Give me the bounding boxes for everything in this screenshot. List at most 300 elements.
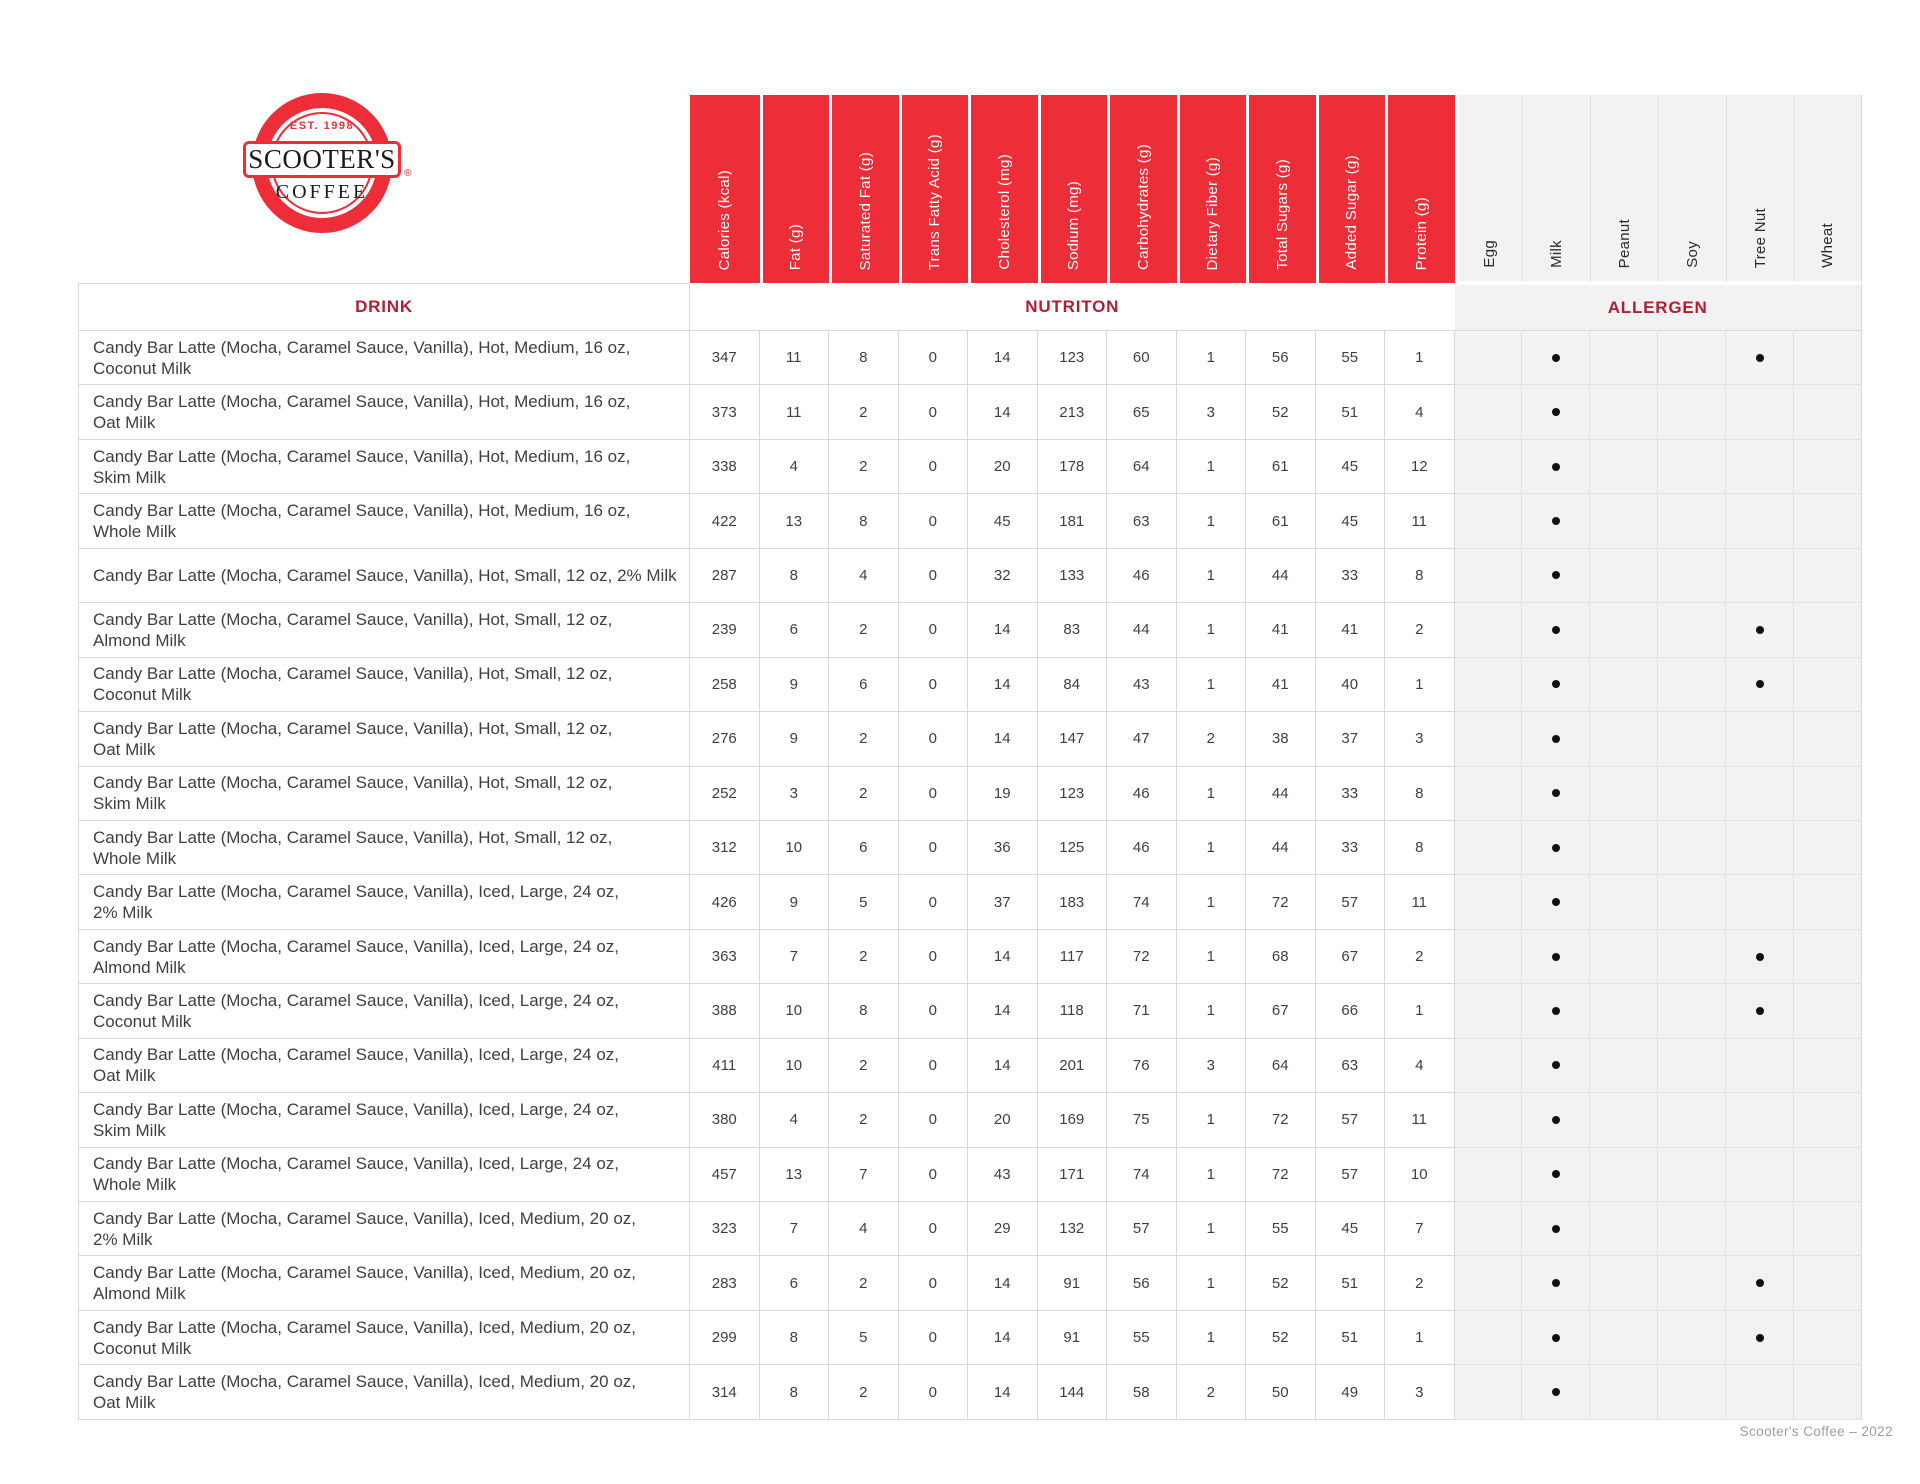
allergen-cell (1658, 1256, 1726, 1310)
drink-name-line: Almond Milk (93, 630, 186, 650)
nutrition-value-cell: 41 (1316, 603, 1386, 657)
nutrition-column-header (760, 95, 830, 283)
nutrition-value-cell: 0 (899, 494, 969, 548)
nutrition-value-cell: 181 (1038, 494, 1108, 548)
nutrition-value-cell: 52 (1246, 1256, 1316, 1310)
nutrition-value-cell: 178 (1038, 440, 1108, 494)
nutrition-value-cell: 0 (899, 1093, 969, 1147)
nutrition-value-cell: 7 (760, 930, 830, 984)
allergen-column-header (1658, 95, 1726, 283)
nutrition-value-cell: 41 (1246, 658, 1316, 712)
nutrition-value-cell: 201 (1038, 1039, 1108, 1093)
drink-name-line: Candy Bar Latte (Mocha, Caramel Sauce, Vanilla), Hot, Medium, 16 oz, (93, 446, 631, 466)
nutrition-value-cell: 323 (690, 1202, 760, 1256)
nutrition-header-label: NUTRITON (1025, 296, 1120, 316)
nutrition-value-cell: 45 (1316, 440, 1386, 494)
nutrition-value-cell: 6 (760, 1256, 830, 1310)
nutrition-value-cell: 132 (1038, 1202, 1108, 1256)
drink-name-line: Candy Bar Latte (Mocha, Caramel Sauce, Vanilla), Iced, Medium, 20 oz, (93, 1263, 636, 1283)
nutrition-value-cell: 83 (1038, 603, 1108, 657)
drink-header-label: DRINK (355, 297, 413, 316)
nutrition-value-cell: 65 (1107, 385, 1177, 439)
nutrition-value-cell: 4 (760, 440, 830, 494)
drink-name-cell (78, 821, 690, 875)
nutrition-section-header (690, 283, 1455, 331)
allergen-column-header (1522, 95, 1590, 283)
nutrition-value-cell: 8 (1385, 821, 1455, 875)
nutrition-value-cell: 4 (829, 1202, 899, 1256)
nutrition-value-cell: 144 (1038, 1365, 1108, 1419)
allergen-cell (1522, 1311, 1590, 1365)
nutrition-value-cell: 14 (968, 1311, 1038, 1365)
allergen-cell (1455, 1093, 1523, 1147)
drink-name-cell (78, 494, 690, 548)
drink-name-line: Candy Bar Latte (Mocha, Caramel Sauce, Vanilla), Hot, Medium, 16 oz, (93, 501, 631, 521)
nutrition-value-cell: 44 (1246, 549, 1316, 603)
nutrition-column-header (690, 95, 760, 283)
nutrition-value-cell: 10 (760, 821, 830, 875)
allergen-cell (1726, 494, 1794, 548)
nutrition-value-cell: 1 (1177, 549, 1247, 603)
allergen-column-header (1455, 95, 1523, 283)
footer-credit: Scooter's Coffee – 2022 (1739, 1424, 1893, 1439)
allergen-dot (1756, 1007, 1764, 1015)
allergen-cell (1726, 712, 1794, 766)
allergen-cell (1726, 440, 1794, 494)
nutrition-value-cell: 3 (1177, 385, 1247, 439)
allergen-cell (1522, 875, 1590, 929)
allergen-cell (1794, 440, 1862, 494)
nutrition-value-cell: 72 (1246, 1093, 1316, 1147)
nutrition-value-cell: 68 (1246, 930, 1316, 984)
nutrition-value-cell: 14 (968, 1256, 1038, 1310)
nutrition-value-cell: 44 (1246, 821, 1316, 875)
drink-name-line: Coconut Milk (93, 1011, 192, 1031)
nutrition-value-cell: 43 (968, 1148, 1038, 1202)
allergen-cell (1522, 930, 1590, 984)
nutrition-value-cell: 2 (1385, 930, 1455, 984)
nutrition-column-header (899, 95, 969, 283)
allergen-cell (1522, 1093, 1590, 1147)
allergen-cell (1794, 712, 1862, 766)
allergen-cell (1455, 1039, 1523, 1093)
nutrition-value-cell: 6 (829, 821, 899, 875)
nutrition-value-cell: 123 (1038, 331, 1108, 385)
nutrition-value-cell: 71 (1107, 984, 1177, 1038)
logo-coffee-text: COFFEE (275, 181, 369, 203)
nutrition-value-cell: 36 (968, 821, 1038, 875)
allergen-cell (1794, 549, 1862, 603)
allergen-cell (1658, 385, 1726, 439)
nutrition-value-cell: 118 (1038, 984, 1108, 1038)
allergen-cell (1658, 821, 1726, 875)
nutrition-value-cell: 8 (829, 984, 899, 1038)
nutrition-value-cell: 2 (1177, 1365, 1247, 1419)
nutrition-value-cell: 0 (899, 658, 969, 712)
nutrition-value-cell: 33 (1316, 767, 1386, 821)
drink-name-line: 2% Milk (93, 903, 153, 923)
allergen-cell (1658, 1202, 1726, 1256)
drink-name-line: Candy Bar Latte (Mocha, Caramel Sauce, Vanilla), Iced, Large, 24 oz, (93, 1154, 620, 1174)
nutrition-value-cell: 0 (899, 385, 969, 439)
nutrition-column-label: Trans Fatty Acid (g) (926, 133, 944, 270)
allergen-dot (1552, 1007, 1560, 1015)
drink-name-line: Candy Bar Latte (Mocha, Caramel Sauce, Vanilla), Iced, Large, 24 oz, (93, 990, 620, 1010)
allergen-dot (1552, 1170, 1560, 1178)
allergen-cell (1726, 821, 1794, 875)
nutrition-value-cell: 2 (829, 930, 899, 984)
nutrition-column-label: Protein (g) (1412, 196, 1430, 270)
nutrition-value-cell: 7 (1385, 1202, 1455, 1256)
nutrition-value-cell: 133 (1038, 549, 1108, 603)
allergen-dot (1552, 735, 1560, 743)
allergen-dot (1756, 626, 1764, 634)
allergen-cell (1590, 331, 1658, 385)
nutrition-value-cell: 14 (968, 1039, 1038, 1093)
nutrition-value-cell: 14 (968, 712, 1038, 766)
nutrition-value-cell: 74 (1107, 1148, 1177, 1202)
nutrition-value-cell: 1 (1385, 331, 1455, 385)
nutrition-value-cell: 8 (1385, 549, 1455, 603)
logo-wordmark: SCOOTER'S (248, 144, 396, 174)
nutrition-value-cell: 4 (1385, 1039, 1455, 1093)
allergen-cell (1590, 603, 1658, 657)
allergen-cell (1455, 549, 1523, 603)
nutrition-value-cell: 312 (690, 821, 760, 875)
allergen-cell (1794, 1039, 1862, 1093)
nutrition-table (78, 95, 1862, 1420)
allergen-cell (1794, 1311, 1862, 1365)
drink-name-cell (78, 1148, 690, 1202)
nutrition-column-label: Dietary Fiber (g) (1204, 156, 1222, 270)
drink-name-line: Oat Milk (93, 739, 156, 759)
nutrition-value-cell: 67 (1246, 984, 1316, 1038)
nutrition-value-cell: 11 (1385, 1093, 1455, 1147)
nutrition-value-cell: 55 (1316, 331, 1386, 385)
nutrition-value-cell: 1 (1177, 821, 1247, 875)
allergen-cell (1658, 331, 1726, 385)
allergen-cell (1455, 1256, 1523, 1310)
nutrition-value-cell: 12 (1385, 440, 1455, 494)
drink-name-cell (78, 1202, 690, 1256)
nutrition-value-cell: 51 (1316, 1311, 1386, 1365)
nutrition-value-cell: 56 (1246, 331, 1316, 385)
nutrition-value-cell: 3 (1177, 1039, 1247, 1093)
nutrition-value-cell: 388 (690, 984, 760, 1038)
drink-name-cell (78, 385, 690, 439)
nutrition-value-cell: 171 (1038, 1148, 1108, 1202)
nutrition-value-cell: 67 (1316, 930, 1386, 984)
drink-name-line: Candy Bar Latte (Mocha, Caramel Sauce, Vanilla), Hot, Small, 12 oz, (93, 827, 613, 847)
nutrition-value-cell: 61 (1246, 494, 1316, 548)
allergen-header-label: ALLERGEN (1607, 297, 1708, 317)
allergen-cell (1455, 712, 1523, 766)
drink-column-header (78, 283, 690, 331)
allergen-cell (1726, 549, 1794, 603)
nutrition-value-cell: 14 (968, 984, 1038, 1038)
nutrition-value-cell: 287 (690, 549, 760, 603)
nutrition-value-cell: 8 (760, 1311, 830, 1365)
nutrition-value-cell: 45 (968, 494, 1038, 548)
allergen-cell (1794, 1256, 1862, 1310)
allergen-dot (1552, 1334, 1560, 1342)
nutrition-value-cell: 51 (1316, 1256, 1386, 1310)
nutrition-value-cell: 20 (968, 1093, 1038, 1147)
allergen-cell (1590, 1256, 1658, 1310)
nutrition-value-cell: 8 (760, 1365, 830, 1419)
drink-name-cell (78, 1039, 690, 1093)
allergen-cell (1590, 1202, 1658, 1256)
nutrition-value-cell: 33 (1316, 821, 1386, 875)
drink-name-line: Candy Bar Latte (Mocha, Caramel Sauce, Vanilla), Iced, Large, 24 oz, (93, 1099, 620, 1119)
drink-name-line: Oat Milk (93, 413, 156, 433)
allergen-section-header (1455, 283, 1862, 331)
nutrition-value-cell: 91 (1038, 1311, 1108, 1365)
allergen-cell (1658, 1093, 1726, 1147)
drink-name-line: Skim Milk (93, 794, 166, 814)
nutrition-value-cell: 2 (1385, 1256, 1455, 1310)
nutrition-value-cell: 37 (1316, 712, 1386, 766)
nutrition-value-cell: 3 (760, 767, 830, 821)
drink-name-line: Coconut Milk (93, 685, 192, 705)
nutrition-column-label: Saturated Fat (g) (856, 151, 874, 270)
nutrition-value-cell: 147 (1038, 712, 1108, 766)
nutrition-value-cell: 29 (968, 1202, 1038, 1256)
nutrition-column-label: Carbohydrates (g) (1134, 144, 1152, 270)
nutrition-value-cell: 4 (1385, 385, 1455, 439)
drink-name-line: Candy Bar Latte (Mocha, Caramel Sauce, Vanilla), Iced, Medium, 20 oz, (93, 1372, 636, 1392)
nutrition-value-cell: 64 (1107, 440, 1177, 494)
nutrition-value-cell: 0 (899, 549, 969, 603)
allergen-cell (1658, 930, 1726, 984)
nutrition-value-cell: 0 (899, 984, 969, 1038)
allergen-dot (1756, 1334, 1764, 1342)
drink-name-line: Oat Milk (93, 1066, 156, 1086)
nutrition-value-cell: 6 (829, 658, 899, 712)
nutrition-value-cell: 8 (829, 331, 899, 385)
nutrition-value-cell: 373 (690, 385, 760, 439)
nutrition-value-cell: 44 (1246, 767, 1316, 821)
allergen-cell (1590, 1039, 1658, 1093)
nutrition-value-cell: 57 (1107, 1202, 1177, 1256)
drink-name-line: Coconut Milk (93, 1338, 192, 1358)
allergen-dot (1552, 953, 1560, 961)
nutrition-value-cell: 457 (690, 1148, 760, 1202)
allergen-column-header (1726, 95, 1794, 283)
nutrition-value-cell: 4 (829, 549, 899, 603)
nutrition-value-cell: 299 (690, 1311, 760, 1365)
allergen-cell (1522, 549, 1590, 603)
drink-name-cell (78, 331, 690, 385)
allergen-cell (1522, 1039, 1590, 1093)
allergen-cell (1726, 767, 1794, 821)
drink-name-cell (78, 984, 690, 1038)
allergen-cell (1455, 494, 1523, 548)
drink-name-line: Whole Milk (93, 522, 177, 542)
nutrition-value-cell: 66 (1316, 984, 1386, 1038)
allergen-cell (1455, 603, 1523, 657)
allergen-cell (1590, 494, 1658, 548)
nutrition-value-cell: 72 (1246, 1148, 1316, 1202)
nutrition-value-cell: 37 (968, 875, 1038, 929)
nutrition-value-cell: 276 (690, 712, 760, 766)
allergen-cell (1455, 440, 1523, 494)
drink-name-line: Candy Bar Latte (Mocha, Caramel Sauce, Vanilla), Iced, Medium, 20 oz, (93, 1317, 636, 1337)
drink-name-line: Candy Bar Latte (Mocha, Caramel Sauce, Vanilla), Iced, Medium, 20 oz, (93, 1208, 636, 1228)
allergen-dot (1552, 1116, 1560, 1124)
drink-name-line: Candy Bar Latte (Mocha, Caramel Sauce, Vanilla), Iced, Large, 24 oz, (93, 936, 620, 956)
allergen-cell (1794, 385, 1862, 439)
allergen-cell (1522, 712, 1590, 766)
nutrition-value-cell: 363 (690, 930, 760, 984)
nutrition-value-cell: 74 (1107, 875, 1177, 929)
nutrition-value-cell: 11 (1385, 494, 1455, 548)
nutrition-value-cell: 8 (760, 549, 830, 603)
nutrition-value-cell: 33 (1316, 549, 1386, 603)
drink-name-line: Whole Milk (93, 848, 177, 868)
nutrition-value-cell: 2 (829, 1256, 899, 1310)
nutrition-value-cell: 9 (760, 875, 830, 929)
nutrition-value-cell: 1 (1177, 1148, 1247, 1202)
allergen-cell (1794, 331, 1862, 385)
nutrition-value-cell: 58 (1107, 1365, 1177, 1419)
nutrition-value-cell: 0 (899, 1039, 969, 1093)
nutrition-value-cell: 117 (1038, 930, 1108, 984)
allergen-cell (1522, 1256, 1590, 1310)
nutrition-value-cell: 72 (1107, 930, 1177, 984)
drink-name-cell (78, 1093, 690, 1147)
nutrition-column-label: Sodium (mg) (1065, 180, 1083, 270)
allergen-cell (1455, 1148, 1523, 1202)
nutrition-value-cell: 72 (1246, 875, 1316, 929)
nutrition-value-cell: 338 (690, 440, 760, 494)
allergen-cell (1522, 984, 1590, 1038)
allergen-cell (1522, 767, 1590, 821)
allergen-column-label: Tree Nut (1752, 207, 1769, 268)
drink-name-line: 2% Milk (93, 1229, 153, 1249)
nutrition-column-header (1038, 95, 1108, 283)
nutrition-value-cell: 0 (899, 712, 969, 766)
nutrition-column-header (1385, 95, 1455, 283)
nutrition-value-cell: 2 (829, 603, 899, 657)
allergen-cell (1794, 603, 1862, 657)
nutrition-value-cell: 11 (1385, 875, 1455, 929)
allergen-cell (1726, 1039, 1794, 1093)
nutrition-value-cell: 63 (1316, 1039, 1386, 1093)
drink-name-line: Almond Milk (93, 1284, 186, 1304)
nutrition-value-cell: 258 (690, 658, 760, 712)
allergen-dot (1552, 1279, 1560, 1287)
nutrition-value-cell: 1 (1385, 1311, 1455, 1365)
allergen-dot (1552, 571, 1560, 579)
nutrition-value-cell: 10 (1385, 1148, 1455, 1202)
registered-mark: ® (404, 168, 412, 179)
nutrition-value-cell: 57 (1316, 875, 1386, 929)
allergen-dot (1552, 844, 1560, 852)
nutrition-value-cell: 14 (968, 658, 1038, 712)
nutrition-value-cell: 84 (1038, 658, 1108, 712)
allergen-cell (1794, 821, 1862, 875)
allergen-dot (1552, 1061, 1560, 1069)
nutrition-value-cell: 1 (1177, 440, 1247, 494)
allergen-column-header (1590, 95, 1658, 283)
allergen-cell (1522, 1365, 1590, 1419)
nutrition-value-cell: 0 (899, 767, 969, 821)
allergen-cell (1522, 440, 1590, 494)
nutrition-value-cell: 64 (1246, 1039, 1316, 1093)
drink-name-cell (78, 767, 690, 821)
nutrition-column-header (829, 95, 899, 283)
allergen-cell (1455, 1311, 1523, 1365)
drink-name-line: Skim Milk (93, 467, 166, 487)
nutrition-value-cell: 123 (1038, 767, 1108, 821)
nutrition-value-cell: 45 (1316, 1202, 1386, 1256)
drink-name-line: Candy Bar Latte (Mocha, Caramel Sauce, Vanilla), Hot, Small, 12 oz, (93, 718, 613, 738)
nutrition-value-cell: 46 (1107, 767, 1177, 821)
allergen-dot (1552, 1225, 1560, 1233)
allergen-cell (1522, 821, 1590, 875)
nutrition-value-cell: 41 (1246, 603, 1316, 657)
allergen-cell (1522, 331, 1590, 385)
nutrition-value-cell: 11 (760, 385, 830, 439)
drink-name-line: Candy Bar Latte (Mocha, Caramel Sauce, Vanilla), Hot, Medium, 16 oz, (93, 337, 631, 357)
nutrition-value-cell: 60 (1107, 331, 1177, 385)
allergen-cell (1726, 385, 1794, 439)
allergen-cell (1658, 712, 1726, 766)
nutrition-value-cell: 45 (1316, 494, 1386, 548)
drink-name-line: Skim Milk (93, 1120, 166, 1140)
drink-name-cell (78, 1256, 690, 1310)
nutrition-value-cell: 1 (1177, 603, 1247, 657)
nutrition-value-cell: 75 (1107, 1093, 1177, 1147)
nutrition-value-cell: 47 (1107, 712, 1177, 766)
nutrition-value-cell: 9 (760, 712, 830, 766)
allergen-column-label: Wheat (1819, 223, 1837, 268)
allergen-cell (1726, 1202, 1794, 1256)
allergen-cell (1590, 875, 1658, 929)
nutrition-value-cell: 57 (1316, 1148, 1386, 1202)
nutrition-value-cell: 91 (1038, 1256, 1108, 1310)
nutrition-value-cell: 7 (829, 1148, 899, 1202)
allergen-dot (1552, 898, 1560, 906)
nutrition-value-cell: 8 (829, 494, 899, 548)
allergen-cell (1794, 1093, 1862, 1147)
nutrition-value-cell: 1 (1177, 494, 1247, 548)
drink-name-line: Candy Bar Latte (Mocha, Caramel Sauce, Vanilla), Iced, Large, 24 oz, (93, 882, 620, 902)
drink-name-line: Candy Bar Latte (Mocha, Caramel Sauce, Vanilla), Hot, Small, 12 oz, (93, 773, 613, 793)
nutrition-value-cell: 6 (760, 603, 830, 657)
nutrition-value-cell: 0 (899, 440, 969, 494)
allergen-cell (1794, 1365, 1862, 1419)
nutrition-value-cell: 1 (1177, 984, 1247, 1038)
drink-name-line: Candy Bar Latte (Mocha, Caramel Sauce, Vanilla), Hot, Medium, 16 oz, (93, 392, 631, 412)
allergen-cell (1522, 1202, 1590, 1256)
nutrition-column-label: Cholesterol (mg) (995, 154, 1013, 270)
allergen-cell (1590, 1148, 1658, 1202)
allergen-dot (1552, 626, 1560, 634)
allergen-cell (1794, 930, 1862, 984)
nutrition-value-cell: 0 (899, 875, 969, 929)
allergen-cell (1726, 1093, 1794, 1147)
allergen-cell (1590, 1311, 1658, 1365)
allergen-cell (1726, 1311, 1794, 1365)
nutrition-value-cell: 252 (690, 767, 760, 821)
nutrition-column-header (968, 95, 1038, 283)
allergen-cell (1522, 494, 1590, 548)
nutrition-value-cell: 19 (968, 767, 1038, 821)
nutrition-value-cell: 283 (690, 1256, 760, 1310)
nutrition-value-cell: 1 (1177, 658, 1247, 712)
